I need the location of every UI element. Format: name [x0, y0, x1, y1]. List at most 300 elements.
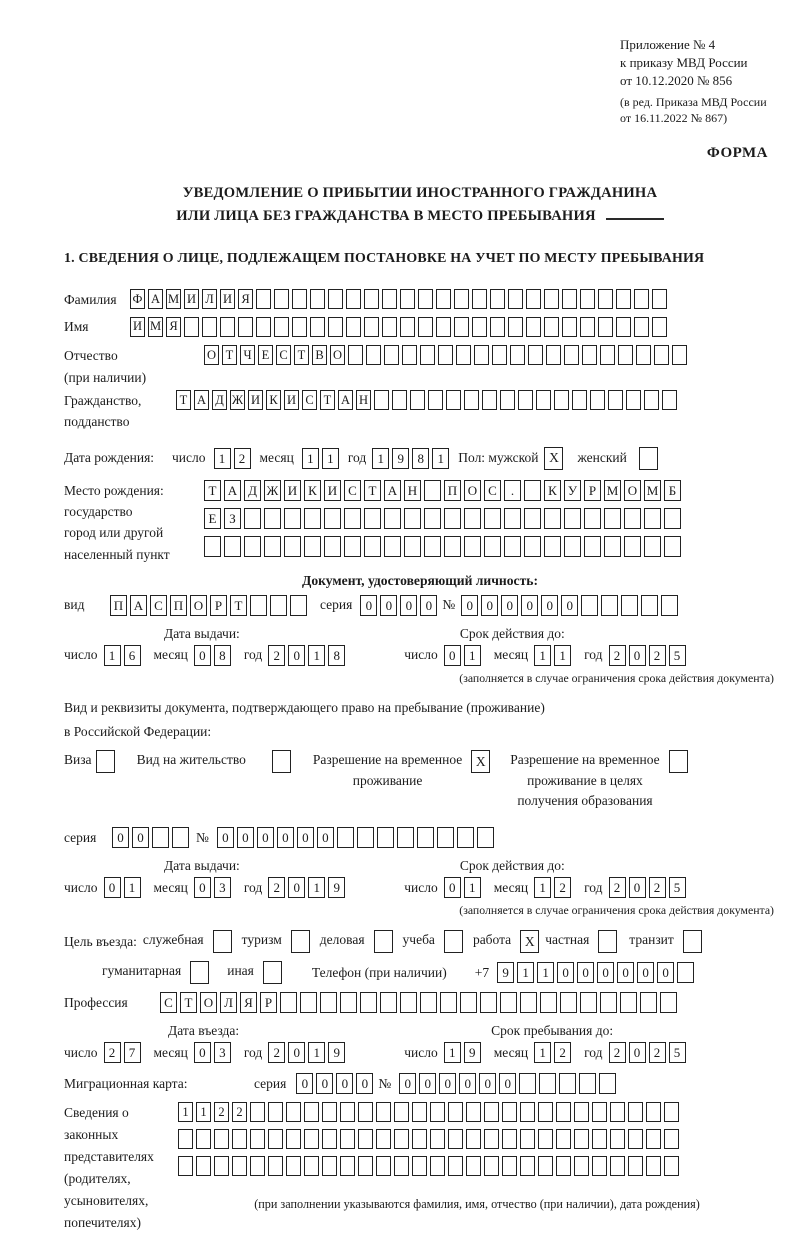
form-cell[interactable]: 0	[629, 645, 646, 666]
form-cell[interactable]	[559, 1073, 576, 1094]
form-cell[interactable]	[418, 289, 433, 309]
form-cell[interactable]	[626, 390, 641, 410]
form-cell[interactable]: 2	[649, 645, 666, 666]
form-cell[interactable]: О	[200, 992, 217, 1013]
form-cell[interactable]	[457, 827, 474, 848]
form-cell[interactable]	[662, 390, 677, 410]
form-cell[interactable]	[184, 317, 199, 337]
birth-place-row1[interactable]	[204, 480, 684, 501]
form-cell[interactable]: Е	[204, 508, 221, 529]
form-cell[interactable]	[504, 508, 521, 529]
form-cell[interactable]: Ф	[130, 289, 145, 309]
form-cell[interactable]	[358, 1102, 373, 1122]
form-cell[interactable]	[500, 992, 517, 1013]
form-cell[interactable]: 0	[501, 595, 518, 616]
form-cell[interactable]	[304, 508, 321, 529]
form-cell[interactable]	[520, 1156, 535, 1176]
form-cell[interactable]	[641, 595, 658, 616]
form-cell[interactable]: Л	[202, 289, 217, 309]
stay-month[interactable]	[534, 1042, 574, 1063]
form-cell[interactable]: А	[384, 480, 401, 501]
form-cell[interactable]	[392, 390, 407, 410]
form-cell[interactable]	[526, 317, 541, 337]
form-cell[interactable]	[394, 1129, 409, 1149]
residence-permit-checkbox[interactable]	[272, 750, 291, 773]
form-cell[interactable]	[592, 1129, 607, 1149]
form-cell[interactable]: О	[330, 345, 345, 365]
form-cell[interactable]	[274, 317, 289, 337]
form-cell[interactable]: 1	[464, 645, 481, 666]
form-cell[interactable]	[608, 390, 623, 410]
form-cell[interactable]	[664, 508, 681, 529]
form-cell[interactable]	[404, 536, 421, 557]
form-cell[interactable]	[304, 536, 321, 557]
form-cell[interactable]: 9	[497, 962, 514, 983]
form-cell[interactable]	[584, 536, 601, 557]
form-cell[interactable]	[618, 345, 633, 365]
form-cell[interactable]: 2	[268, 1042, 285, 1063]
residence-expiry-day[interactable]	[444, 877, 484, 898]
form-cell[interactable]	[624, 508, 641, 529]
form-cell[interactable]	[677, 962, 694, 983]
form-cell[interactable]: 5	[669, 1042, 686, 1063]
migration-series-cells[interactable]	[296, 1073, 376, 1094]
form-cell[interactable]	[380, 992, 397, 1013]
form-cell[interactable]	[484, 1102, 499, 1122]
birth-day-cells[interactable]	[214, 448, 254, 469]
form-cell[interactable]: О	[464, 480, 481, 501]
form-cell[interactable]	[598, 289, 613, 309]
form-cell[interactable]	[621, 595, 638, 616]
form-cell[interactable]: С	[302, 390, 317, 410]
doc-type-cells[interactable]	[110, 595, 310, 616]
form-cell[interactable]	[412, 1102, 427, 1122]
form-cell[interactable]: 0	[356, 1073, 373, 1094]
form-cell[interactable]	[524, 536, 541, 557]
citizenship-cells[interactable]	[176, 390, 680, 410]
form-cell[interactable]	[448, 1129, 463, 1149]
form-cell[interactable]	[224, 536, 241, 557]
form-cell[interactable]: 0	[217, 827, 234, 848]
purpose-study-checkbox[interactable]	[444, 930, 463, 953]
form-cell[interactable]	[604, 536, 621, 557]
form-cell[interactable]: М	[148, 317, 163, 337]
form-cell[interactable]: Я	[240, 992, 257, 1013]
form-cell[interactable]: Р	[260, 992, 277, 1013]
form-cell[interactable]	[574, 1129, 589, 1149]
form-cell[interactable]	[400, 992, 417, 1013]
form-cell[interactable]: 1	[308, 645, 325, 666]
form-cell[interactable]: 0	[461, 595, 478, 616]
stay-day[interactable]	[444, 1042, 484, 1063]
form-cell[interactable]	[628, 1156, 643, 1176]
form-cell[interactable]	[472, 317, 487, 337]
form-cell[interactable]: А	[194, 390, 209, 410]
form-cell[interactable]	[604, 508, 621, 529]
form-cell[interactable]	[519, 1073, 536, 1094]
form-cell[interactable]: П	[110, 595, 127, 616]
form-cell[interactable]	[448, 1156, 463, 1176]
form-cell[interactable]	[196, 1129, 211, 1149]
form-cell[interactable]: 0	[420, 595, 437, 616]
form-cell[interactable]: 0	[577, 962, 594, 983]
form-cell[interactable]	[304, 1156, 319, 1176]
form-cell[interactable]: 0	[629, 1042, 646, 1063]
form-cell[interactable]: А	[130, 595, 147, 616]
form-cell[interactable]: 0	[194, 877, 211, 898]
form-cell[interactable]	[444, 536, 461, 557]
form-cell[interactable]	[178, 1129, 193, 1149]
temp-residence-checkbox[interactable]: X	[471, 750, 490, 773]
form-cell[interactable]: 1	[372, 448, 389, 469]
form-cell[interactable]: О	[204, 345, 219, 365]
purpose-tourism-checkbox[interactable]	[291, 930, 310, 953]
form-cell[interactable]: 0	[419, 1073, 436, 1094]
form-cell[interactable]	[438, 345, 453, 365]
form-cell[interactable]: 9	[328, 1042, 345, 1063]
form-cell[interactable]	[660, 992, 677, 1013]
form-cell[interactable]: 3	[214, 1042, 231, 1063]
birth-year-cells[interactable]	[372, 448, 452, 469]
form-cell[interactable]	[397, 827, 414, 848]
form-cell[interactable]	[644, 536, 661, 557]
form-cell[interactable]	[518, 390, 533, 410]
residence-number-cells[interactable]	[217, 827, 497, 848]
form-cell[interactable]: 0	[132, 827, 149, 848]
form-cell[interactable]: 8	[412, 448, 429, 469]
form-cell[interactable]: Б	[664, 480, 681, 501]
form-cell[interactable]: П	[170, 595, 187, 616]
form-cell[interactable]	[538, 1102, 553, 1122]
form-cell[interactable]	[508, 317, 523, 337]
form-cell[interactable]	[358, 1129, 373, 1149]
form-cell[interactable]	[581, 595, 598, 616]
form-cell[interactable]: 1	[302, 448, 319, 469]
form-cell[interactable]: М	[604, 480, 621, 501]
form-cell[interactable]	[244, 508, 261, 529]
form-cell[interactable]	[322, 1102, 337, 1122]
form-cell[interactable]	[490, 289, 505, 309]
identity-expiry-year[interactable]	[609, 645, 689, 666]
form-cell[interactable]: Д	[244, 480, 261, 501]
form-cell[interactable]	[436, 317, 451, 337]
form-cell[interactable]: С	[150, 595, 167, 616]
form-cell[interactable]: И	[220, 289, 235, 309]
form-cell[interactable]: 0	[561, 595, 578, 616]
form-cell[interactable]	[268, 1129, 283, 1149]
identity-issue-month[interactable]	[194, 645, 234, 666]
form-cell[interactable]	[564, 536, 581, 557]
form-cell[interactable]	[264, 536, 281, 557]
form-cell[interactable]	[590, 390, 605, 410]
form-cell[interactable]	[598, 317, 613, 337]
form-cell[interactable]	[601, 595, 618, 616]
form-cell[interactable]	[417, 827, 434, 848]
form-cell[interactable]: 0	[288, 1042, 305, 1063]
form-cell[interactable]: Т	[364, 480, 381, 501]
form-cell[interactable]	[284, 536, 301, 557]
form-cell[interactable]: В	[312, 345, 327, 365]
form-cell[interactable]: Л	[220, 992, 237, 1013]
form-cell[interactable]	[644, 508, 661, 529]
form-cell[interactable]: А	[224, 480, 241, 501]
form-cell[interactable]: 1	[464, 877, 481, 898]
form-cell[interactable]	[440, 992, 457, 1013]
form-cell[interactable]: С	[484, 480, 501, 501]
birth-place-row3[interactable]	[204, 536, 684, 557]
form-cell[interactable]: 0	[297, 827, 314, 848]
form-cell[interactable]	[636, 345, 651, 365]
form-cell[interactable]	[524, 480, 541, 501]
form-cell[interactable]	[172, 827, 189, 848]
form-cell[interactable]	[540, 992, 557, 1013]
residence-expiry-month[interactable]	[534, 877, 574, 898]
form-cell[interactable]	[628, 1129, 643, 1149]
form-cell[interactable]	[624, 536, 641, 557]
form-cell[interactable]	[402, 345, 417, 365]
form-cell[interactable]: 2	[268, 645, 285, 666]
form-cell[interactable]	[250, 1156, 265, 1176]
form-cell[interactable]: 2	[232, 1102, 247, 1122]
form-cell[interactable]	[377, 827, 394, 848]
form-cell[interactable]: К	[544, 480, 561, 501]
form-cell[interactable]: С	[344, 480, 361, 501]
phone-cells[interactable]	[497, 962, 697, 983]
form-cell[interactable]	[544, 536, 561, 557]
form-cell[interactable]	[472, 289, 487, 309]
form-cell[interactable]: 0	[597, 962, 614, 983]
form-cell[interactable]	[654, 345, 669, 365]
form-cell[interactable]	[268, 1156, 283, 1176]
form-cell[interactable]	[274, 289, 289, 309]
form-cell[interactable]	[634, 289, 649, 309]
form-cell[interactable]: 0	[360, 595, 377, 616]
form-cell[interactable]: Я	[166, 317, 181, 337]
migration-number-cells[interactable]	[399, 1073, 619, 1094]
form-cell[interactable]	[430, 1156, 445, 1176]
form-cell[interactable]	[510, 345, 525, 365]
form-cell[interactable]: Ж	[230, 390, 245, 410]
form-cell[interactable]	[556, 1156, 571, 1176]
form-cell[interactable]	[374, 390, 389, 410]
form-cell[interactable]: П	[444, 480, 461, 501]
form-cell[interactable]	[538, 1156, 553, 1176]
form-cell[interactable]	[204, 536, 221, 557]
form-cell[interactable]: 0	[439, 1073, 456, 1094]
form-cell[interactable]	[400, 317, 415, 337]
form-cell[interactable]: Т	[180, 992, 197, 1013]
form-cell[interactable]	[270, 595, 287, 616]
representatives-row1[interactable]	[178, 1102, 682, 1122]
form-cell[interactable]	[572, 390, 587, 410]
form-cell[interactable]	[214, 1129, 229, 1149]
identity-issue-day[interactable]	[104, 645, 144, 666]
form-cell[interactable]	[320, 992, 337, 1013]
form-cell[interactable]: И	[284, 390, 299, 410]
female-checkbox[interactable]	[639, 447, 658, 470]
form-cell[interactable]	[474, 345, 489, 365]
form-cell[interactable]: 1	[124, 877, 141, 898]
form-cell[interactable]: Р	[210, 595, 227, 616]
form-cell[interactable]	[300, 992, 317, 1013]
residence-issue-day[interactable]	[104, 877, 144, 898]
form-cell[interactable]	[504, 536, 521, 557]
form-cell[interactable]	[382, 317, 397, 337]
edu-residence-checkbox[interactable]	[669, 750, 688, 773]
form-cell[interactable]	[410, 390, 425, 410]
form-cell[interactable]	[292, 289, 307, 309]
form-cell[interactable]	[646, 1156, 661, 1176]
form-cell[interactable]	[364, 289, 379, 309]
form-cell[interactable]	[580, 289, 595, 309]
form-cell[interactable]	[366, 345, 381, 365]
form-cell[interactable]	[290, 595, 307, 616]
form-cell[interactable]	[420, 345, 435, 365]
form-cell[interactable]: К	[304, 480, 321, 501]
entry-year[interactable]	[268, 1042, 348, 1063]
form-cell[interactable]	[310, 289, 325, 309]
form-cell[interactable]	[304, 1102, 319, 1122]
form-cell[interactable]: 0	[499, 1073, 516, 1094]
form-cell[interactable]: 1	[214, 448, 231, 469]
form-cell[interactable]	[346, 289, 361, 309]
form-cell[interactable]	[574, 1156, 589, 1176]
form-cell[interactable]	[484, 508, 501, 529]
form-cell[interactable]: 0	[336, 1073, 353, 1094]
form-cell[interactable]: Е	[258, 345, 273, 365]
form-cell[interactable]	[328, 317, 343, 337]
form-cell[interactable]: 1	[537, 962, 554, 983]
form-cell[interactable]: 0	[629, 877, 646, 898]
form-cell[interactable]	[446, 390, 461, 410]
form-cell[interactable]	[672, 345, 687, 365]
form-cell[interactable]: 0	[444, 645, 461, 666]
form-cell[interactable]	[640, 992, 657, 1013]
form-cell[interactable]	[554, 390, 569, 410]
form-cell[interactable]: Ж	[264, 480, 281, 501]
form-cell[interactable]: Р	[584, 480, 601, 501]
form-cell[interactable]: 0	[316, 1073, 333, 1094]
form-cell[interactable]: Ч	[240, 345, 255, 365]
form-cell[interactable]	[610, 1156, 625, 1176]
form-cell[interactable]	[152, 827, 169, 848]
form-cell[interactable]: С	[276, 345, 291, 365]
form-cell[interactable]	[600, 992, 617, 1013]
form-cell[interactable]	[556, 1129, 571, 1149]
form-cell[interactable]	[620, 992, 637, 1013]
form-cell[interactable]	[340, 1129, 355, 1149]
profession-cells[interactable]	[160, 992, 680, 1013]
form-cell[interactable]	[600, 345, 615, 365]
residence-issue-year[interactable]	[268, 877, 348, 898]
form-cell[interactable]: 0	[317, 827, 334, 848]
birth-place-row2[interactable]	[204, 508, 684, 529]
patronymic-cells[interactable]	[204, 345, 690, 365]
form-cell[interactable]	[360, 992, 377, 1013]
form-cell[interactable]	[484, 536, 501, 557]
form-cell[interactable]: 0	[112, 827, 129, 848]
form-cell[interactable]	[454, 289, 469, 309]
form-cell[interactable]	[340, 1102, 355, 1122]
form-cell[interactable]: Т	[176, 390, 191, 410]
form-cell[interactable]	[310, 317, 325, 337]
form-cell[interactable]	[430, 1102, 445, 1122]
form-cell[interactable]	[424, 508, 441, 529]
residence-issue-month[interactable]	[194, 877, 234, 898]
doc-number-cells[interactable]	[461, 595, 681, 616]
form-cell[interactable]	[344, 508, 361, 529]
form-cell[interactable]: Н	[404, 480, 421, 501]
form-cell[interactable]	[412, 1156, 427, 1176]
form-cell[interactable]	[520, 1102, 535, 1122]
form-cell[interactable]	[384, 536, 401, 557]
form-cell[interactable]	[292, 317, 307, 337]
form-cell[interactable]	[340, 1156, 355, 1176]
purpose-work-checkbox[interactable]: X	[520, 930, 539, 953]
form-cell[interactable]: 2	[104, 1042, 121, 1063]
form-cell[interactable]	[256, 289, 271, 309]
residence-series-cells[interactable]	[112, 827, 192, 848]
form-cell[interactable]	[238, 317, 253, 337]
representatives-row3[interactable]	[178, 1156, 682, 1176]
form-cell[interactable]: Т	[294, 345, 309, 365]
form-cell[interactable]: 0	[637, 962, 654, 983]
form-cell[interactable]: И	[248, 390, 263, 410]
form-cell[interactable]	[464, 536, 481, 557]
form-cell[interactable]	[560, 992, 577, 1013]
form-cell[interactable]	[484, 1129, 499, 1149]
form-cell[interactable]: Т	[222, 345, 237, 365]
form-cell[interactable]: 0	[257, 827, 274, 848]
form-cell[interactable]	[448, 1102, 463, 1122]
form-cell[interactable]	[400, 289, 415, 309]
form-cell[interactable]: И	[284, 480, 301, 501]
form-cell[interactable]	[337, 827, 354, 848]
form-cell[interactable]: С	[160, 992, 177, 1013]
form-cell[interactable]	[424, 480, 441, 501]
form-cell[interactable]: 1	[534, 1042, 551, 1063]
form-cell[interactable]: 0	[237, 827, 254, 848]
birth-month-cells[interactable]	[302, 448, 342, 469]
form-cell[interactable]	[322, 1156, 337, 1176]
form-cell[interactable]: 2	[554, 1042, 571, 1063]
form-cell[interactable]	[464, 390, 479, 410]
form-cell[interactable]: 0	[380, 595, 397, 616]
form-cell[interactable]	[502, 1156, 517, 1176]
form-cell[interactable]: 0	[521, 595, 538, 616]
form-cell[interactable]	[364, 536, 381, 557]
form-cell[interactable]: 2	[554, 877, 571, 898]
entry-month[interactable]	[194, 1042, 234, 1063]
form-cell[interactable]: 1	[308, 877, 325, 898]
form-cell[interactable]	[244, 536, 261, 557]
form-cell[interactable]	[264, 508, 281, 529]
identity-expiry-month[interactable]	[534, 645, 574, 666]
form-cell[interactable]	[544, 317, 559, 337]
form-cell[interactable]	[437, 827, 454, 848]
form-cell[interactable]: У	[564, 480, 581, 501]
form-cell[interactable]: 1	[554, 645, 571, 666]
form-cell[interactable]: .	[504, 480, 521, 501]
form-cell[interactable]	[196, 1156, 211, 1176]
form-cell[interactable]	[344, 536, 361, 557]
form-cell[interactable]: М	[644, 480, 661, 501]
form-cell[interactable]	[599, 1073, 616, 1094]
form-cell[interactable]	[580, 317, 595, 337]
form-cell[interactable]	[250, 1129, 265, 1149]
form-cell[interactable]: И	[130, 317, 145, 337]
entry-day[interactable]	[104, 1042, 144, 1063]
